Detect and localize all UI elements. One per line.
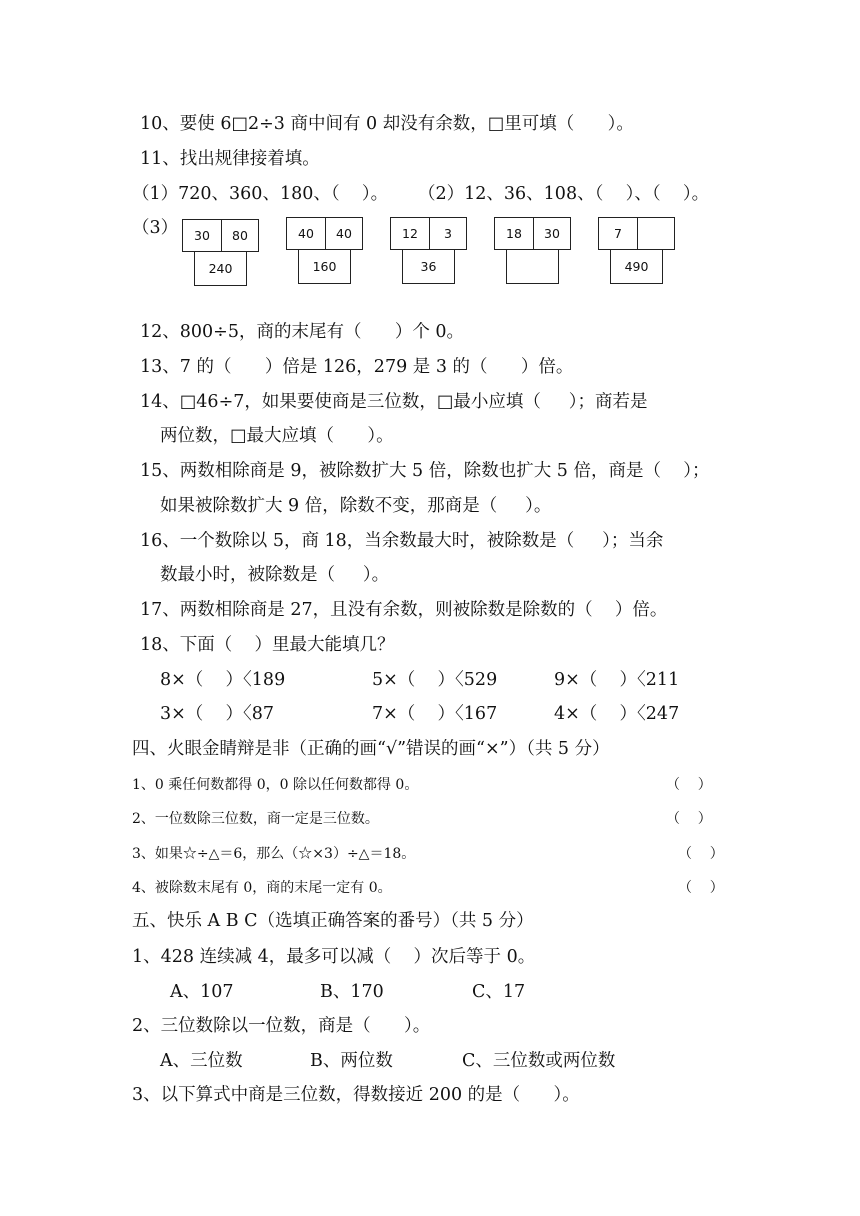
pattern-box-top-right: 30 bbox=[533, 217, 571, 250]
question-10: 10、要使 6□2÷3 商中间有 0 却没有余数，□里可填（ ）。 bbox=[140, 114, 634, 134]
q18-item: 3×（ ）〈87 bbox=[160, 704, 275, 724]
question-11-part-3: （3） bbox=[132, 218, 179, 238]
judge-item-paren: （ ） bbox=[678, 846, 724, 862]
judge-item-paren: （ ） bbox=[666, 777, 712, 793]
pattern-box-top-left: 18 bbox=[494, 217, 534, 250]
judge-item-text: 1、0 乘任何数都得 0，0 除以任何数都得 0。 bbox=[132, 777, 419, 793]
question-14-line-2: 两位数，□最大应填（ ）。 bbox=[160, 426, 394, 446]
pattern-box-top-left: 40 bbox=[286, 217, 326, 250]
question-14-line-1: 14、□46÷7，如果要使商是三位数，□最小应填（ ）；商若是 bbox=[140, 392, 648, 412]
pattern-box-bottom: 240 bbox=[194, 251, 247, 286]
question-17: 17、两数相除商是 27，且没有余数，则被除数是除数的（ ）倍。 bbox=[140, 600, 668, 620]
pattern-box-bottom: 36 bbox=[402, 249, 455, 284]
question-12: 12、800÷5，商的末尾有（ ）个 0。 bbox=[140, 322, 465, 342]
judge-item-paren: （ ） bbox=[666, 811, 712, 827]
pattern-box-top-right: 40 bbox=[325, 217, 363, 250]
choice-question-3: 3、以下算式中商是三位数，得数接近 200 的是（ ）。 bbox=[132, 1085, 580, 1105]
q18-item: 7×（ ）〈167 bbox=[372, 704, 498, 724]
choice-option: A、107 bbox=[170, 982, 234, 1002]
pattern-box-top-right: 80 bbox=[221, 219, 259, 252]
choice-option: A、三位数 bbox=[160, 1051, 243, 1071]
choice-question-1: 1、428 连续减 4，最多可以减（ ）次后等于 0。 bbox=[132, 947, 536, 967]
q18-item: 9×（ ）〈211 bbox=[554, 670, 680, 690]
judge-item-text: 2、一位数除三位数，商一定是三位数。 bbox=[132, 811, 379, 827]
q18-item: 8×（ ）〈189 bbox=[160, 670, 286, 690]
question-15-line-1: 15、两数相除商是 9，被除数扩大 5 倍，除数也扩大 5 倍，商是（ ）； bbox=[140, 461, 710, 481]
choice-question-2: 2、三位数除以一位数，商是（ ）。 bbox=[132, 1016, 431, 1036]
question-18: 18、下面（ ）里最大能填几？ bbox=[140, 635, 395, 655]
pattern-box-top-right: 3 bbox=[429, 217, 467, 250]
q18-item: 4×（ ）〈247 bbox=[554, 704, 680, 724]
question-13: 13、7 的（ ）倍是 126，279 是 3 的（ ）倍。 bbox=[140, 357, 574, 377]
pattern-box-top-right bbox=[637, 217, 675, 250]
pattern-box-bottom bbox=[506, 249, 559, 284]
choice-option: B、两位数 bbox=[310, 1051, 393, 1071]
pattern-box-bottom: 490 bbox=[610, 249, 663, 284]
q18-item: 5×（ ）〈529 bbox=[372, 670, 498, 690]
choice-option: B、170 bbox=[320, 982, 384, 1002]
question-16-line-1: 16、一个数除以 5，商 18，当余数最大时，被除数是（ ）；当余 bbox=[140, 531, 664, 551]
pattern-box-top-left: 7 bbox=[598, 217, 638, 250]
section-4-title: 四、火眼金睛辩是非（正确的画“√”错误的画“×”）（共 5 分） bbox=[132, 739, 610, 759]
judge-item-text: 4、被除数末尾有 0，商的末尾一定有 0。 bbox=[132, 880, 392, 896]
question-11-part-2: （2）12、36、108、（ ）、（ ）。 bbox=[418, 184, 710, 204]
choice-option: C、17 bbox=[472, 982, 526, 1002]
pattern-box-top-left: 30 bbox=[182, 219, 222, 252]
question-11: 11、找出规律接着填。 bbox=[140, 149, 320, 169]
pattern-box-top-left: 12 bbox=[390, 217, 430, 250]
choice-option: C、三位数或两位数 bbox=[462, 1051, 616, 1071]
question-16-line-2: 数最小时，被除数是（ ）。 bbox=[160, 565, 390, 585]
question-15-line-2: 如果被除数扩大 9 倍，除数不变，那商是（ ）。 bbox=[160, 496, 552, 516]
section-5-title: 五、快乐 A B C（选填正确答案的番号）（共 5 分） bbox=[132, 911, 534, 931]
judge-item-paren: （ ） bbox=[678, 880, 724, 896]
pattern-box-bottom: 160 bbox=[298, 249, 351, 284]
question-11-part-1: （1）720、360、180、（ ）。 bbox=[132, 184, 389, 204]
judge-item-text: 3、如果☆÷△＝6，那么（☆×3）÷△＝18。 bbox=[132, 846, 416, 862]
